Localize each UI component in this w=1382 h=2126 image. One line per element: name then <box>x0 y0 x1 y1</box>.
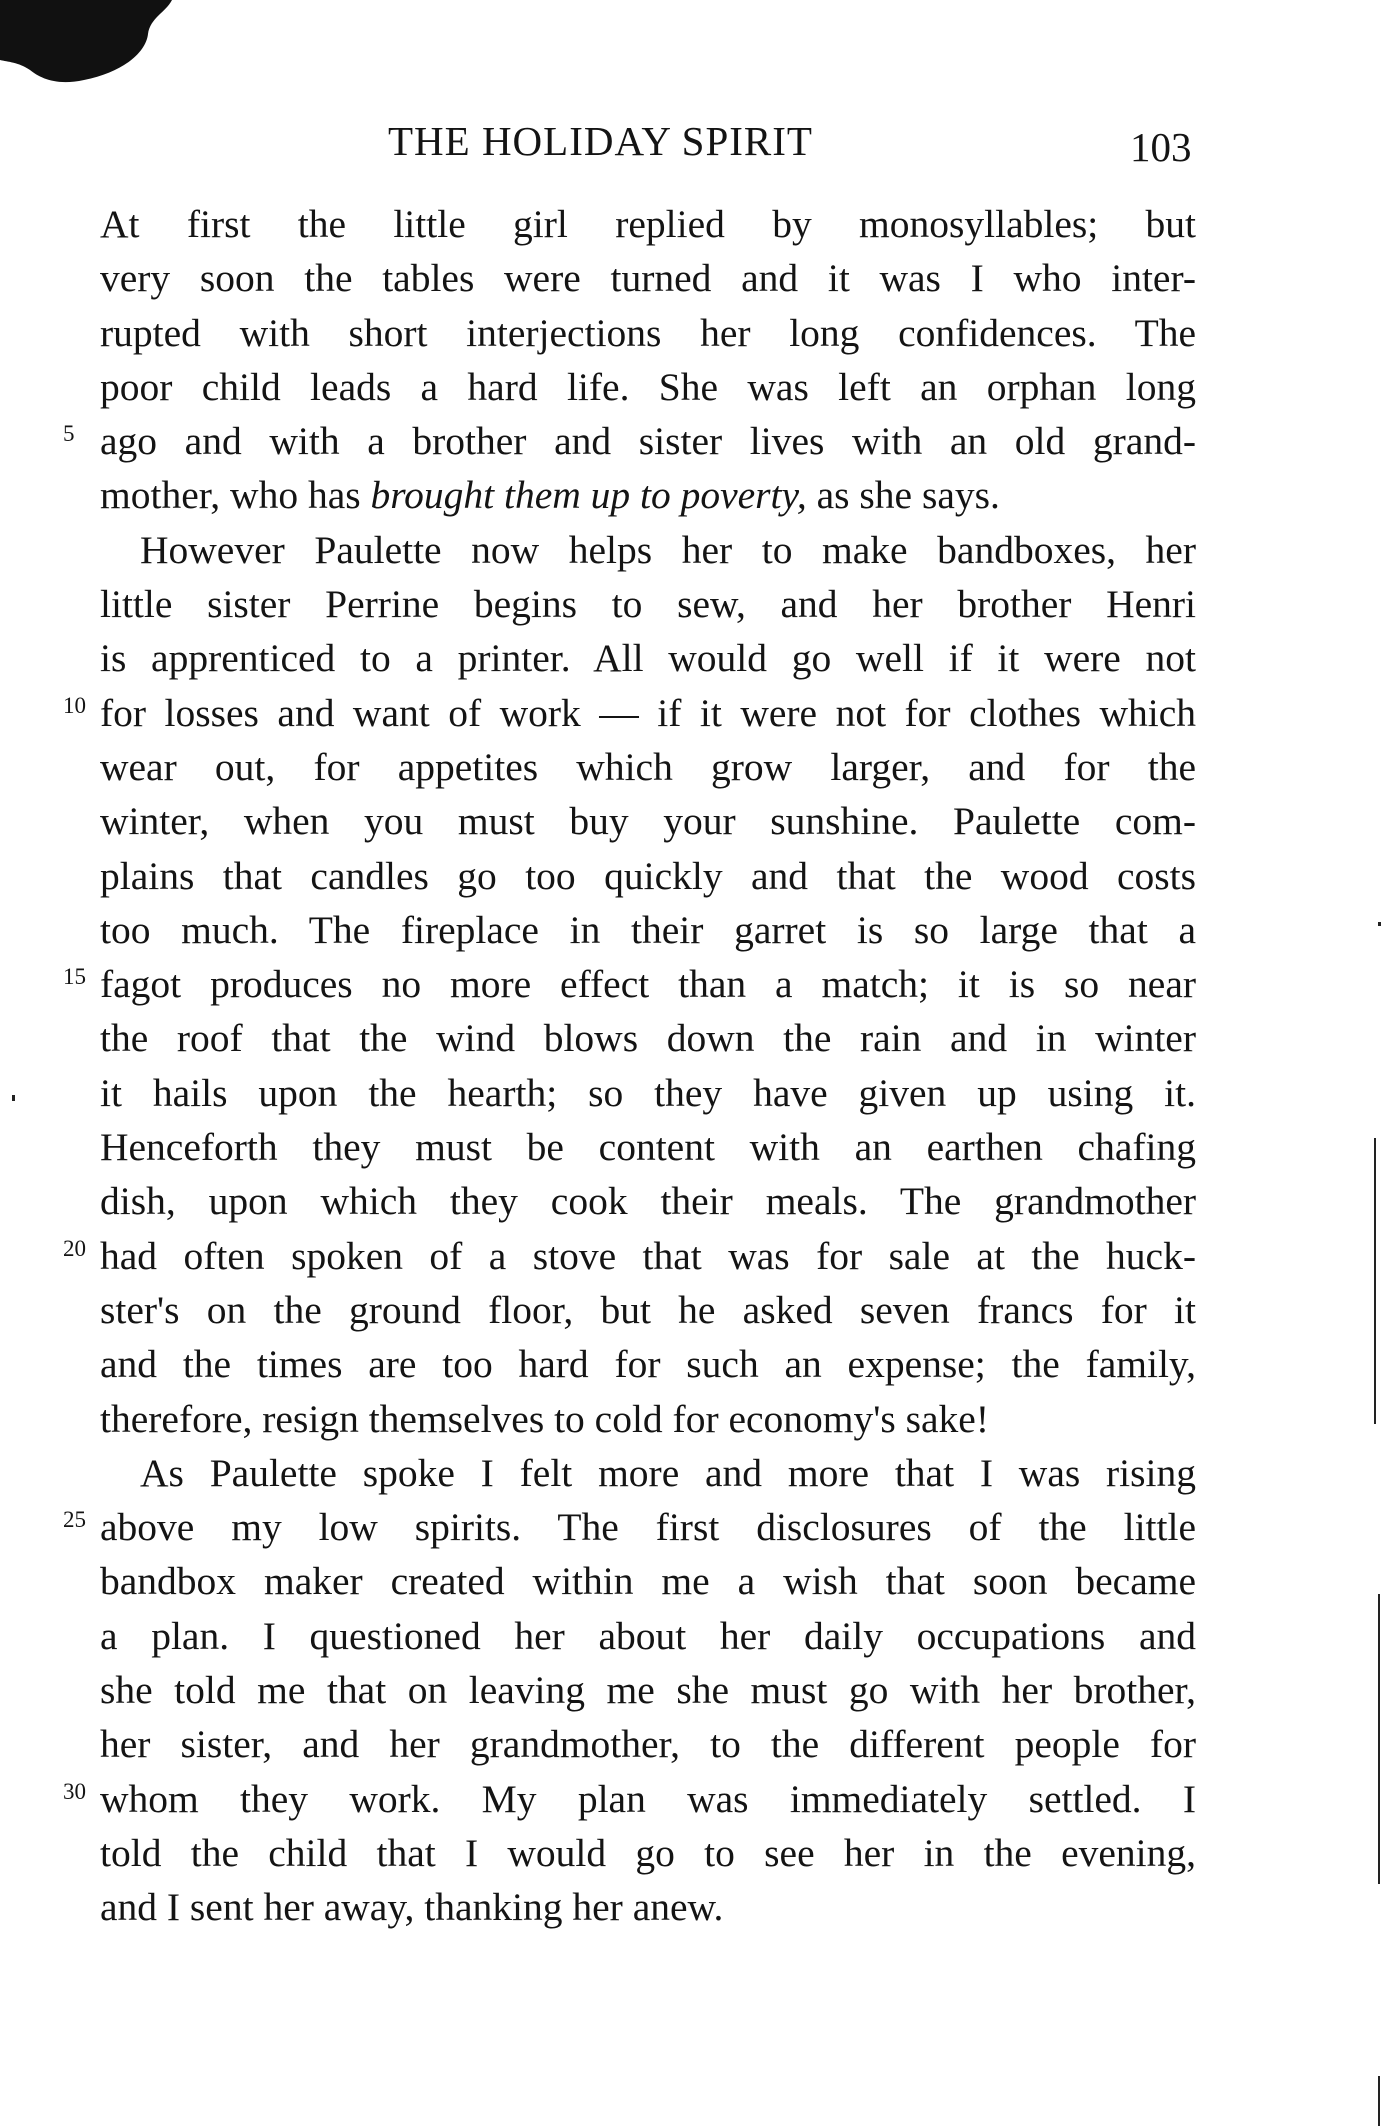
corner-ink-blot <box>0 0 190 90</box>
text-line: she told me that on leaving me she must go with her brother, <box>100 1668 1196 1713</box>
text-line: rupted with short interjections her long confidences. The <box>100 310 1196 355</box>
text-line: very soon the tables were turned and it was I who inter- <box>100 256 1196 301</box>
line-number: 30 <box>63 1778 86 1804</box>
edge-scan-line <box>1378 2076 1380 2126</box>
text-line: and I sent her away, thanking her anew. <box>100 1885 724 1930</box>
text-line: plains that candles go too quickly and that the wood costs <box>100 853 1196 898</box>
text-line: winter, when you must buy your sunshine. Paulette com- <box>100 799 1196 844</box>
line-number: 15 <box>63 964 86 990</box>
text-line: 15 fagot produces no more effect than a match; it is so near <box>63 962 1196 1007</box>
margin-speck <box>12 1095 15 1101</box>
text-line: is apprenticed to a printer. All would go well if it were not <box>100 636 1196 681</box>
line-number: 5 <box>63 421 75 447</box>
page-header <box>0 116 1382 170</box>
text-line: poor child leads a hard life. She was left an orphan long <box>100 364 1196 409</box>
text-line: therefore, resign themselves to cold for economy's sake! <box>100 1396 989 1441</box>
text-line: little sister Perrine begins to sew, and her brother Henri <box>100 582 1196 627</box>
line-number: 25 <box>63 1507 86 1533</box>
text-line: Henceforth they must be content with an earthen chafing <box>100 1125 1196 1170</box>
text-line: As Paulette spoke I felt more and more that I was rising <box>140 1450 1196 1495</box>
margin-speck <box>1378 922 1381 926</box>
text-line: told the child that I would go to see her in the evening, <box>100 1830 1196 1875</box>
running-head: THE HOLIDAY SPIRIT <box>388 118 813 164</box>
text-line: 20 had often spoken of a stove that was for sale at the huck- <box>63 1233 1196 1278</box>
line-number: 10 <box>63 692 86 718</box>
text-line: At first the little girl replied by monosyllables; but <box>100 202 1196 246</box>
line-number: 20 <box>63 1235 86 1261</box>
text-line: 30 whom they work. My plan was immediately settled. I <box>63 1776 1196 1821</box>
text-line: ster's on the ground floor, but he asked seven francs for it <box>100 1287 1196 1332</box>
edge-scan-line <box>1378 1594 1380 1884</box>
text-line: and the times are too hard for such an expense; the family, <box>100 1342 1196 1387</box>
text-line: dish, upon which they cook their meals. The grandmother <box>100 1179 1196 1224</box>
text-line: wear out, for appetites which grow larger, and for the <box>100 744 1196 789</box>
italic-phrase: brought them up to poverty, <box>370 473 807 518</box>
text-line: her sister, and her grandmother, to the different people for <box>100 1722 1196 1767</box>
text-line: the roof that the wind blows down the rain and in winter <box>100 1016 1196 1061</box>
text-line: too much. The fireplace in their garret is so large that a <box>100 907 1196 952</box>
text-line: a plan. I questioned her about her daily occupations and <box>100 1613 1196 1658</box>
body-text <box>63 197 1196 1935</box>
text-line: 25 above my low spirits. The first disclosures of the little <box>63 1505 1196 1550</box>
text-line: it hails upon the hearth; so they have given up using it. <box>100 1070 1196 1115</box>
text-line: 10 for losses and want of work — if it were not for clothes which <box>63 690 1196 735</box>
text-line: bandbox maker created within me a wish that soon became <box>100 1559 1196 1604</box>
page-number: 103 <box>1130 124 1192 170</box>
edge-scan-line <box>1374 1138 1376 1424</box>
text-line: mother, who has brought them up to poverty, as she says. <box>100 473 1000 518</box>
text-line: However Paulette now helps her to make bandboxes, her <box>140 527 1196 572</box>
text-line: 5 ago and with a brother and sister lives with an old grand- <box>63 419 1196 464</box>
